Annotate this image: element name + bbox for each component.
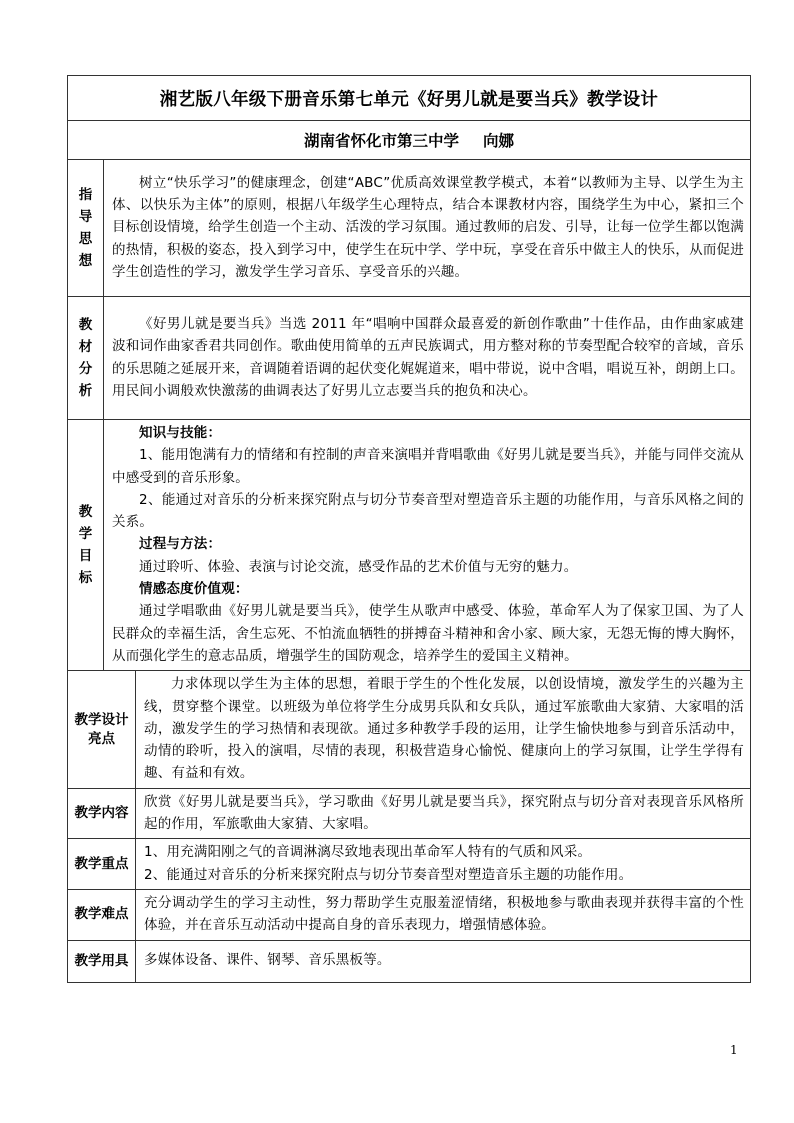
material-content	[104, 297, 751, 420]
guiding-content	[104, 160, 751, 297]
lesson-plan-table	[67, 75, 751, 983]
knowledge-heading: 知识与技能：	[139, 425, 222, 441]
key-point-1: 1、用充满阳刚之气的音调淋漓尽致地表现出革命军人特有的气质和风采。	[144, 844, 592, 861]
knowledge-item-2: 2、能通过对音乐的分析来探究附点与切分节奏音型对塑造音乐主题的功能作用，与音乐风格之间的关系。	[112, 491, 744, 531]
difficulties-label: 教学难点	[74, 906, 129, 923]
document-title: 湘艺版八年级下册音乐第七单元《好男儿就是要当兵》教学设计	[68, 76, 751, 121]
content-label: 教学内容	[74, 805, 129, 822]
guiding-text: 树立“快乐学习”的健康理念，创建“ABC”优质高效课堂教学模式，本着“以教师为主导、以学生为主体、以快乐为主体”的原则，根据八年级学生心理特点，结合本课教材内容，围绕学生为中心，紧扣三个目标创设情境，给学生创造一个主动、活泼的学习氛围。通过教师的启发、引导，让每一位学生都以饱满的热情，积极的姿态，投入到学习中，使学生在玩中学、学中玩，享受在音乐中做主人的快乐，从而促进学生创造性的学习，激发学生学习音乐、享受音乐的兴趣。	[112, 174, 744, 280]
highlights-content	[136, 671, 751, 788]
objectives-label: 教学目标	[78, 504, 93, 587]
content-label-cell	[68, 788, 136, 839]
key-points-content	[136, 839, 751, 890]
tools-text: 多媒体设备、课件、钢琴、音乐黑板等。	[144, 952, 391, 969]
material-text: 《好男儿就是要当兵》当选 2011 年“唱响中国群众最喜爱的新创作歌曲”十佳作品，由作曲家戚建波和词作曲家香君共同创作。歌曲使用简单的五声民族调式，用方整对称的节奏型配合较窄的音域，音乐的乐思随之延展开来，音调随着语调的起伏变化娓娓道来，唱中带说，说中含唱，唱说互补，朗朗上口。用民间小调般欢快激荡的曲调表达了好男儿立志要当兵的抱负和决心。	[112, 315, 744, 399]
content-content	[136, 788, 751, 839]
guiding-label-cell	[68, 160, 104, 297]
process-text: 通过聆听、体验、表演与讨论交流，感受作品的艺术价值与无穷的魅力。	[139, 558, 578, 575]
key-points-label: 教学重点	[74, 855, 129, 872]
highlights-label: 教学设计亮点	[74, 711, 129, 747]
highlights-label-cell	[68, 671, 136, 788]
material-label-cell	[68, 297, 104, 420]
tools-label-cell	[68, 940, 136, 982]
tools-label: 教学用具	[74, 952, 129, 969]
emotion-text: 通过学唱歌曲《好男儿就是要当兵》，使学生从歌声中感受、体验，革命军人为了保家卫国、为了人民群众的幸福生活，舍生忘死、不怕流血牺牲的拼搏奋斗精神和舍小家、顾大家，无怨无悔的博大胸怀，从而强化学生的意志品质，增强学生的国防观念，培养学生的爱国主义精神。	[112, 603, 744, 664]
difficulties-content	[136, 889, 751, 940]
process-heading: 过程与方法：	[139, 536, 222, 553]
difficulties-label-cell	[68, 889, 136, 940]
guiding-label: 指导思想	[78, 187, 93, 269]
tools-content	[136, 940, 751, 982]
highlights-text: 力求体现以学生为主体的思想，着眼于学生的个性化发展，以创设情境，激发学生的兴趣为主线，贯穿整个课堂。以班级为单位将学生分成男兵队和女兵队，通过军旅歌曲大家猜、大家唱的活动，激发学生的学习热情和表现欲。通过多种教学手段的运用，让学生愉快地参与到音乐活动中，动情的聆听，投入的演唱，尽情的表现，积极营造身心愉悦、健康向上的学习氛围，让学生学得有趣、有益和有效。	[144, 676, 744, 782]
difficulties-text: 充分调动学生的学习主动性，努力帮助学生克服羞涩情绪，积极地参与歌曲表现并获得丰富的个性体验，并在音乐互动活动中提高自身的音乐表现力，增强情感体验。	[144, 894, 744, 934]
school-name: 湖南省怀化市第三中学	[303, 132, 459, 150]
objectives-label-cell	[68, 420, 104, 671]
key-point-2: 2、能通过对音乐的分析来探究附点与切分节奏音型对塑造音乐主题的功能作用。	[144, 866, 633, 883]
content-text: 欣赏《好男儿就是要当兵》，学习歌曲《好男儿就是要当兵》，探究附点与切分音对表现音乐风格所起的作用，军旅歌曲大家猜、大家唱。	[144, 793, 744, 833]
objectives-content	[104, 420, 751, 671]
page-number: 1	[730, 1043, 738, 1057]
material-label: 教材分析	[78, 317, 93, 399]
author-line	[68, 121, 751, 160]
key-points-label-cell	[68, 839, 136, 890]
knowledge-item-1: 1、能用饱满有力的情绪和有控制的声音来演唱并背唱歌曲《好男儿就是要当兵》，并能与同伴交流从中感受到的音乐形象。	[112, 447, 744, 486]
author-name: 向娜	[483, 132, 515, 150]
emotion-heading: 情感态度价值观：	[139, 581, 249, 598]
